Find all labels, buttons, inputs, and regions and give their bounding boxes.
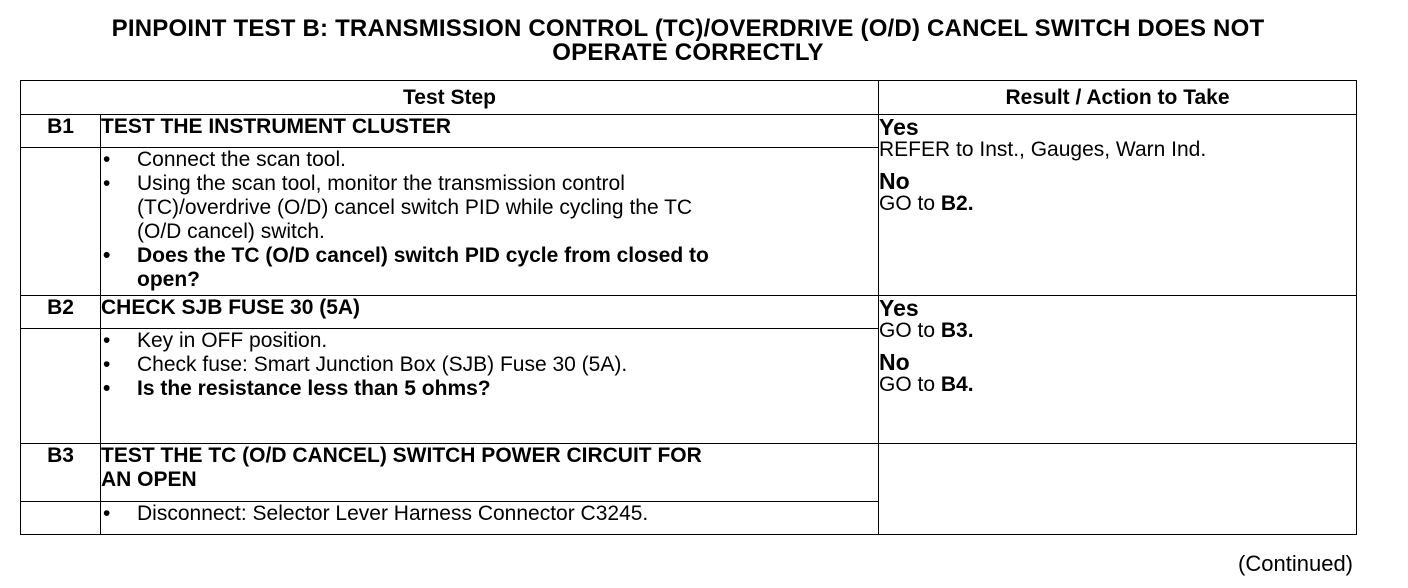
- step-b2-yes-action: [879, 320, 1356, 342]
- step-b1-title-row: [21, 115, 1357, 148]
- step-b3-title-line-1: TEST THE TC (O/D CANCEL) SWITCH POWER CIRCUIT FOR: [101, 444, 702, 467]
- step-b3-title-row: [21, 444, 1357, 502]
- page-title-line-2: OPERATE CORRECTLY: [552, 39, 824, 66]
- step-b2-title-row: [21, 296, 1357, 329]
- step-b2-bullets: [101, 329, 879, 444]
- page-title-line-1: PINPOINT TEST B: TRANSMISSION CONTROL (TC)/OVERDRIVE (O/D) CANCEL SWITCH DOES NOT: [111, 15, 1265, 42]
- list-item-question: [101, 244, 878, 292]
- list-item: [101, 353, 878, 377]
- bullet-icon: •: [103, 244, 111, 267]
- step-b2-id-blank: [21, 329, 101, 444]
- step-b1-result: [879, 115, 1357, 296]
- table-header-row: [21, 81, 1357, 115]
- bullet-icon: •: [103, 172, 111, 195]
- step-b3-title-line-2: AN OPEN: [101, 468, 197, 491]
- step-b2-id: B2: [21, 296, 101, 329]
- header-result-action: Result / Action to Take: [879, 81, 1357, 115]
- bullet-text: Key in OFF position.: [137, 329, 328, 352]
- bullet-text-cont: (TC)/overdrive (O/D) cancel switch PID while cycling the TC: [137, 196, 693, 219]
- list-item: [101, 329, 878, 353]
- step-b3-result: [879, 444, 1357, 535]
- bullet-text: Disconnect: Selector Lever Harness Connector C3245.: [137, 502, 649, 525]
- step-b1-no-action: [879, 193, 1356, 215]
- step-b3-id-blank: [21, 502, 101, 535]
- step-b2-result: [879, 296, 1357, 444]
- step-b3-title: [101, 444, 879, 502]
- step-b1-yes-label: Yes: [879, 114, 919, 140]
- bullet-text: Check fuse: Smart Junction Box (SJB) Fuse 30 (5A).: [137, 353, 628, 376]
- bullet-icon: •: [103, 377, 111, 400]
- bullet-icon: •: [103, 353, 111, 376]
- bullet-text: Using the scan tool, monitor the transmission control: [137, 172, 625, 195]
- step-b1-bullets: [101, 148, 879, 296]
- question-text: Does the TC (O/D cancel) switch PID cycle from closed to: [137, 244, 709, 267]
- step-b2-yes-target: B3.: [940, 319, 974, 342]
- step-b2-no-prefix: GO to: [879, 373, 936, 396]
- question-text: Is the resistance less than 5 ohms?: [137, 377, 491, 400]
- step-b2-title: CHECK SJB FUSE 30 (5A): [101, 296, 879, 329]
- step-b1-no-target: B2.: [940, 192, 974, 215]
- step-b1-yes-action: REFER to Inst., Gauges, Warn Ind.: [879, 138, 1207, 161]
- step-b2-no-target: B4.: [940, 373, 974, 396]
- step-b3-bullets: [101, 502, 879, 535]
- bullet-text: Connect the scan tool.: [137, 148, 346, 171]
- list-item: [101, 172, 878, 244]
- list-item-question: [101, 377, 878, 401]
- step-b2-yes-label: Yes: [879, 295, 919, 321]
- step-b2-yes-prefix: GO to: [879, 319, 936, 342]
- step-b2-no-action: [879, 374, 1356, 396]
- question-text-cont: open?: [137, 268, 200, 291]
- page-title: [20, 17, 1356, 65]
- step-b1-title: TEST THE INSTRUMENT CLUSTER: [101, 115, 879, 148]
- bullet-icon: •: [103, 329, 111, 352]
- step-b2-no-label: No: [879, 349, 910, 375]
- continued-note: (Continued): [1238, 551, 1353, 576]
- step-b1-no-label: No: [879, 168, 910, 194]
- list-item: [101, 502, 878, 526]
- step-b1-id-blank: [21, 148, 101, 296]
- list-item: [101, 148, 878, 172]
- header-test-step: Test Step: [21, 81, 879, 115]
- bullet-icon: •: [103, 148, 111, 171]
- step-b1-no-prefix: GO to: [879, 192, 936, 215]
- step-b3-id: B3: [21, 444, 101, 502]
- bullet-icon: •: [103, 502, 111, 525]
- pinpoint-test-table: [20, 80, 1357, 535]
- bullet-text-cont: (O/D cancel) switch.: [137, 220, 325, 243]
- step-b1-id: B1: [21, 115, 101, 148]
